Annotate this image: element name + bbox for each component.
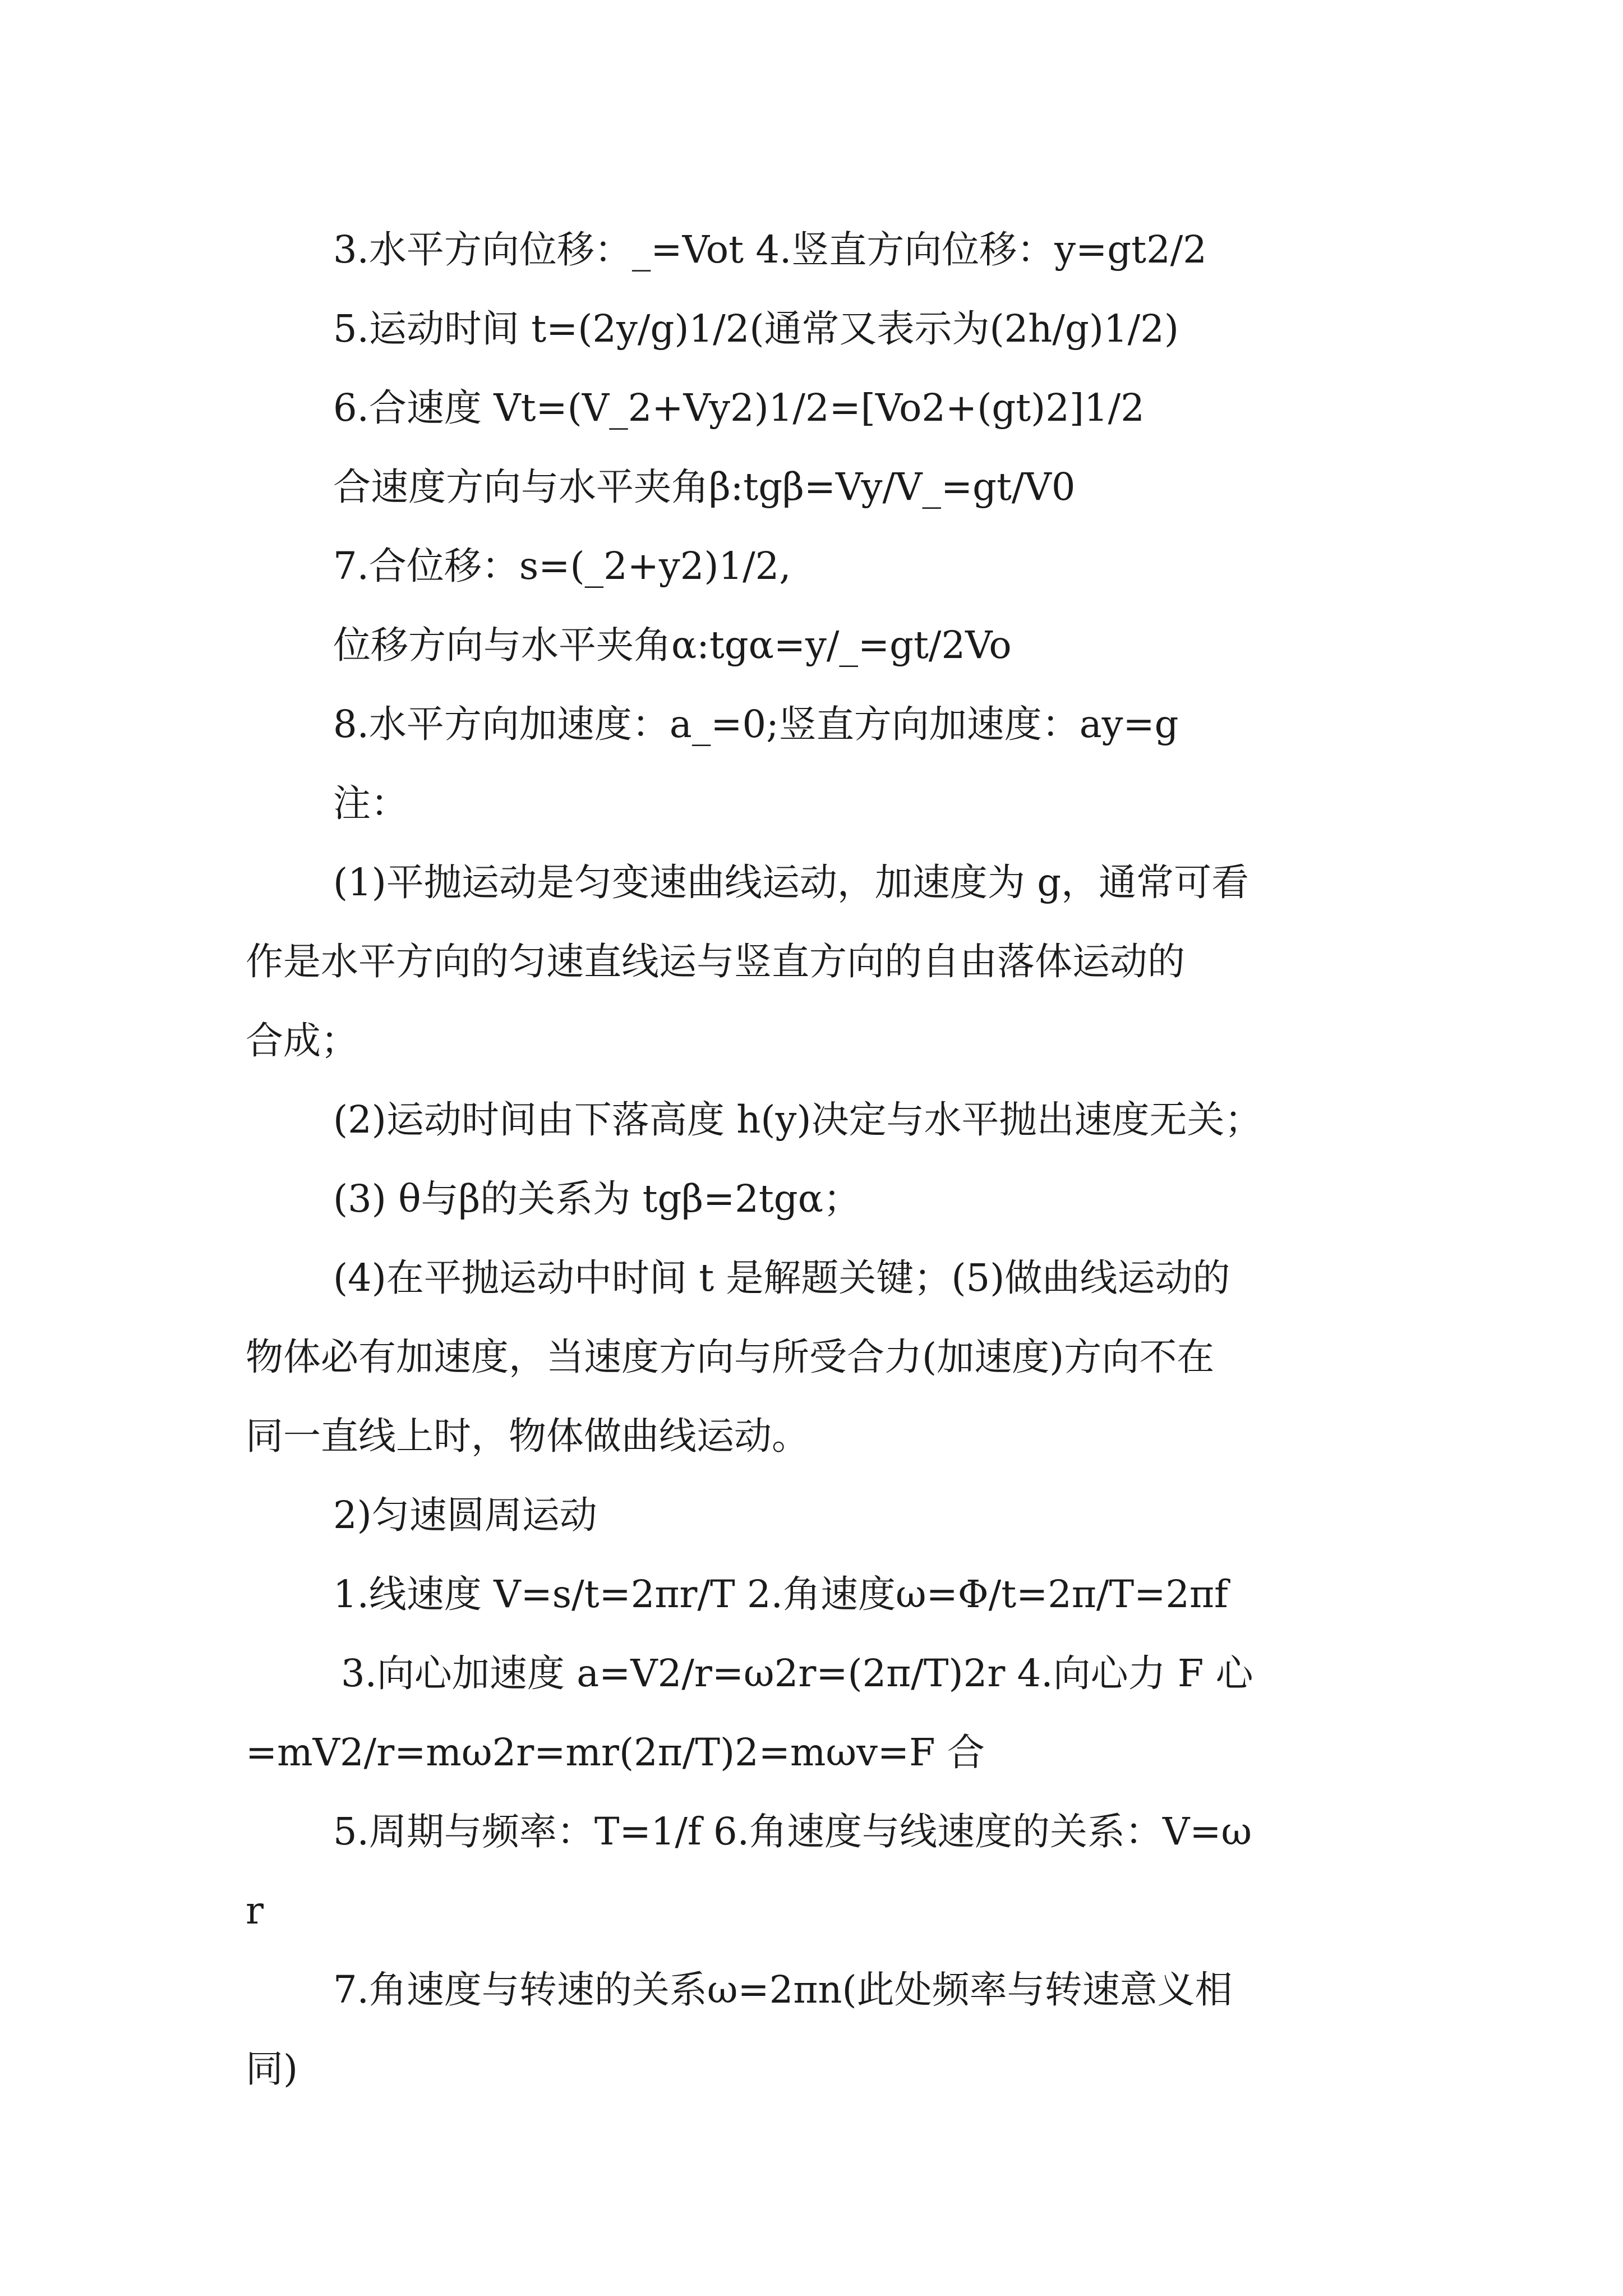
text-line: 同一直线上时，物体做曲线运动。	[246, 1414, 809, 1458]
text-line: 合速度方向与水平夹角β:tgβ=Vy/V_=gt/V0	[333, 465, 1076, 509]
text-line: 8.水平方向加速度：a_=0;竖直方向加速度：ay=g	[333, 702, 1179, 746]
text-line: 3.水平方向位移：_=Vot 4.竖直方向位移：y=gt2/2	[333, 228, 1207, 272]
text-line: 2)匀速圆周运动	[333, 1493, 597, 1537]
text-line: 3.向心加速度 a=V2/r=ω2r=(2π/T)2r 4.向心力 F 心	[341, 1651, 1253, 1695]
text-line: 7.角速度与转速的关系ω=2πn(此处频率与转速意义相	[333, 1968, 1233, 2012]
text-line: 位移方向与水平夹角α:tgα=y/_=gt/2Vo	[333, 623, 1012, 667]
text-line: 同)	[246, 2047, 298, 2091]
text-line: 合成；	[246, 1019, 358, 1062]
text-line: =mV2/r=mω2r=mr(2π/T)2=mωv=F 合	[246, 1731, 985, 1774]
text-line: 物体必有加速度，当速度方向与所受合力(加速度)方向不在	[246, 1335, 1215, 1379]
text-line: 5.运动时间 t=(2y/g)1/2(通常又表示为(2h/g)1/2)	[333, 307, 1179, 351]
text-line: (4)在平抛运动中时间 t 是解题关键；(5)做曲线运动的	[333, 1256, 1230, 1300]
text-line: 6.合速度 Vt=(V_2+Vy2)1/2=[Vo2+(gt)2]1/2	[333, 386, 1145, 430]
text-line: 作是水平方向的匀速直线运与竖直方向的自由落体运动的	[246, 940, 1185, 983]
text-line: 1.线速度 V=s/t=2πr/T 2.角速度ω=Φ/t=2π/T=2πf	[333, 1572, 1228, 1616]
text-line: (3) θ与β的关系为 tgβ=2tgα；	[333, 1177, 861, 1221]
text-line: 注：	[333, 781, 408, 825]
document-body	[246, 210, 1384, 2109]
text-line: r	[246, 1889, 264, 1932]
text-line: (2)运动时间由下落高度 h(y)决定与水平抛出速度无关；	[333, 1098, 1262, 1142]
text-line: (1)平抛运动是匀变速曲线运动，加速度为 g，通常可看	[333, 861, 1249, 904]
text-line: 7.合位移：s=(_2+y2)1/2,	[333, 544, 791, 588]
text-line: 5.周期与频率：T=1/f 6.角速度与线速度的关系：V=ω	[333, 1810, 1252, 1853]
